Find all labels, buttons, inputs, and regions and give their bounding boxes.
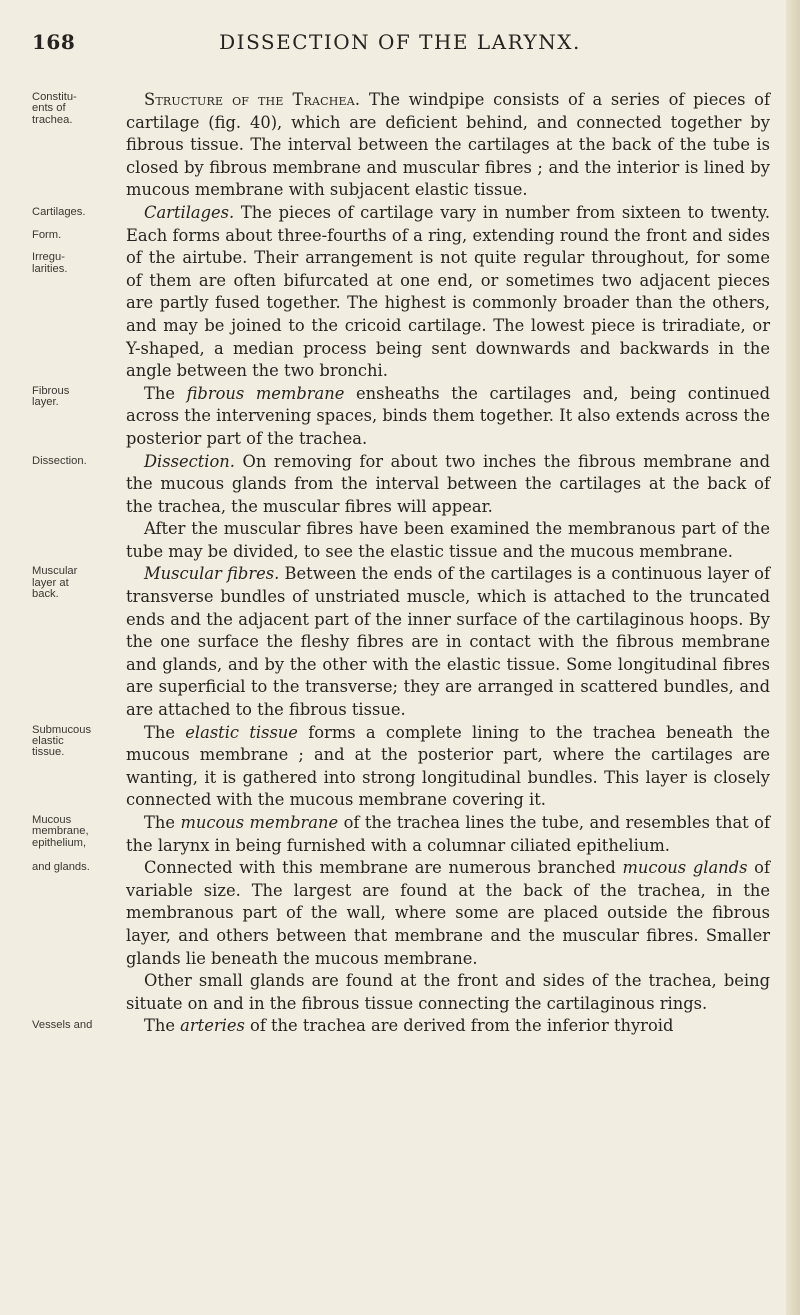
running-head: DISSECTION OF THE LARYNX. xyxy=(219,30,581,54)
paragraph-cartilages: Cartilages. The pieces of cartilage vary in number from sixteen to twenty. Each forms about three-fourths of a ring, extending round the front and sides of the airtube. Their arrangement is not quite regular throughout, for some of them are often bifurcated at one end, or sometimes two adjacent pieces are partly fused together. The highest is commonly broader than the others, and may be joined to the cricoid cartilage. The lowest piece is triradiate, or Y-shaped, a median process being sent downwards and backwards in the angle between the two bronchi. xyxy=(126,202,770,381)
heading-mucous: mucous membrane xyxy=(180,813,339,832)
heading-dissection: Dissection. xyxy=(144,451,235,471)
section-fibrous xyxy=(0,383,800,451)
heading-fibrous: fibrous membrane xyxy=(186,383,345,403)
heading-arteries: arteries xyxy=(180,1016,245,1036)
section-arteries xyxy=(0,1015,800,1038)
section-elastic xyxy=(0,722,800,812)
margin-note-cartilages: Cartilages. Form. Irregu- larities. xyxy=(32,205,86,275)
heading-glands: mucous glands xyxy=(622,858,748,878)
section-muscular xyxy=(0,563,800,721)
heading-muscular: Muscular fibres. xyxy=(144,564,280,584)
paragraph-muscular: Muscular fibres. Between the ends of the cartilages is a continuous layer of transverse bundles of unstriated muscle, which is attached to the truncated ends and the adjacent part of the inner surface of the cartilaginous hoops. By the one surface the fleshy fibres are in contact with the fibrous membrane and glands, and by the other with the elastic tissue. Some longitudinal fibres are superficial to the transverse; they are arranged in scattered bundles, and are attached to the fibrous tissue. xyxy=(126,564,770,720)
margin-note-dissection: Dissection. xyxy=(32,454,87,467)
heading-elastic: elastic tissue xyxy=(185,722,298,742)
margin-note-fibrous: Fibrous layer. xyxy=(32,384,70,409)
section-cartilages xyxy=(0,202,800,383)
section-structure xyxy=(0,89,800,202)
section-glands xyxy=(0,857,800,970)
heading-cartilages: Cartilages. xyxy=(144,202,235,222)
section-after-muscular xyxy=(0,518,800,563)
page-number: 168 xyxy=(32,30,76,54)
margin-note-muscular: Muscular layer at back. xyxy=(32,565,78,601)
section-mucous xyxy=(0,812,800,857)
heading-structure: Structure of the Trachea. xyxy=(144,90,361,109)
margin-note-constituents: Constitu- ents of trachea. xyxy=(32,91,77,126)
paragraph-after-muscular: After the muscular fibres have been examined the membranous part of the tube may be divided, to see the elastic tissue and the mucous membrane. xyxy=(126,519,770,561)
paragraph-glands: Connected with this membrane are numerous branched mucous glands of variable size. The largest are found at the back of the trachea, in the membranous part of the wall, where some are placed outside the fibrous layer, and others between that membrane and the muscular fibres. Smaller glands lie beneath the mucous membrane. xyxy=(126,858,770,968)
paragraph-fibrous: The fibrous membrane ensheaths the cartilages and, being continued across the intervening spaces, binds them together. It also extends across the posterior part of the trachea. xyxy=(126,383,770,448)
page-body xyxy=(0,89,800,1038)
paragraph-dissection: Dissection. On removing for about two inches the fibrous membrane and the mucous glands from the interval between the cartilages at the back of the trachea, the muscular fibres will appear. xyxy=(126,451,770,516)
margin-note-vessels: Vessels and xyxy=(32,1019,93,1032)
margin-note-glands: and glands. xyxy=(32,861,90,874)
margin-note-elastic: Submucous elastic tissue. xyxy=(32,723,92,759)
page-header xyxy=(0,30,800,70)
paragraph-structure: Structure of the Trachea. The windpipe consists of a series of pieces of cartilage (fig. 40), which are deficient behind, and connected together by fibrous tissue. The interval between the cartilages at the back of the tube is closed by fibrous membrane and muscular fibres ; and the interior is lined by mucous membrane with subjacent elastic tissue. xyxy=(126,90,770,200)
paragraph-mucous: The mucous membrane of the trachea lines the tube, and resembles that of the larynx in being furnished with a columnar ciliated epithelium. xyxy=(126,813,770,855)
margin-note-mucous: Mucous membrane, epithelium, xyxy=(32,814,89,849)
paragraph-other-glands: Other small glands are found at the front and sides of the trachea, being situate on and in the fibrous tissue connecting the cartilaginous rings. xyxy=(126,971,770,1013)
paragraph-elastic: The elastic tissue forms a complete lining to the trachea beneath the mucous membrane ; and at the posterior part, where the cartilages are wanting, it is gathered into strong longitudinal bundles. This layer is closely connected with the mucous membrane covering it. xyxy=(126,722,770,810)
section-other-glands xyxy=(0,970,800,1015)
section-dissection xyxy=(0,451,800,519)
paragraph-arteries: The arteries of the trachea are derived from the inferior thyroid xyxy=(144,1016,674,1036)
